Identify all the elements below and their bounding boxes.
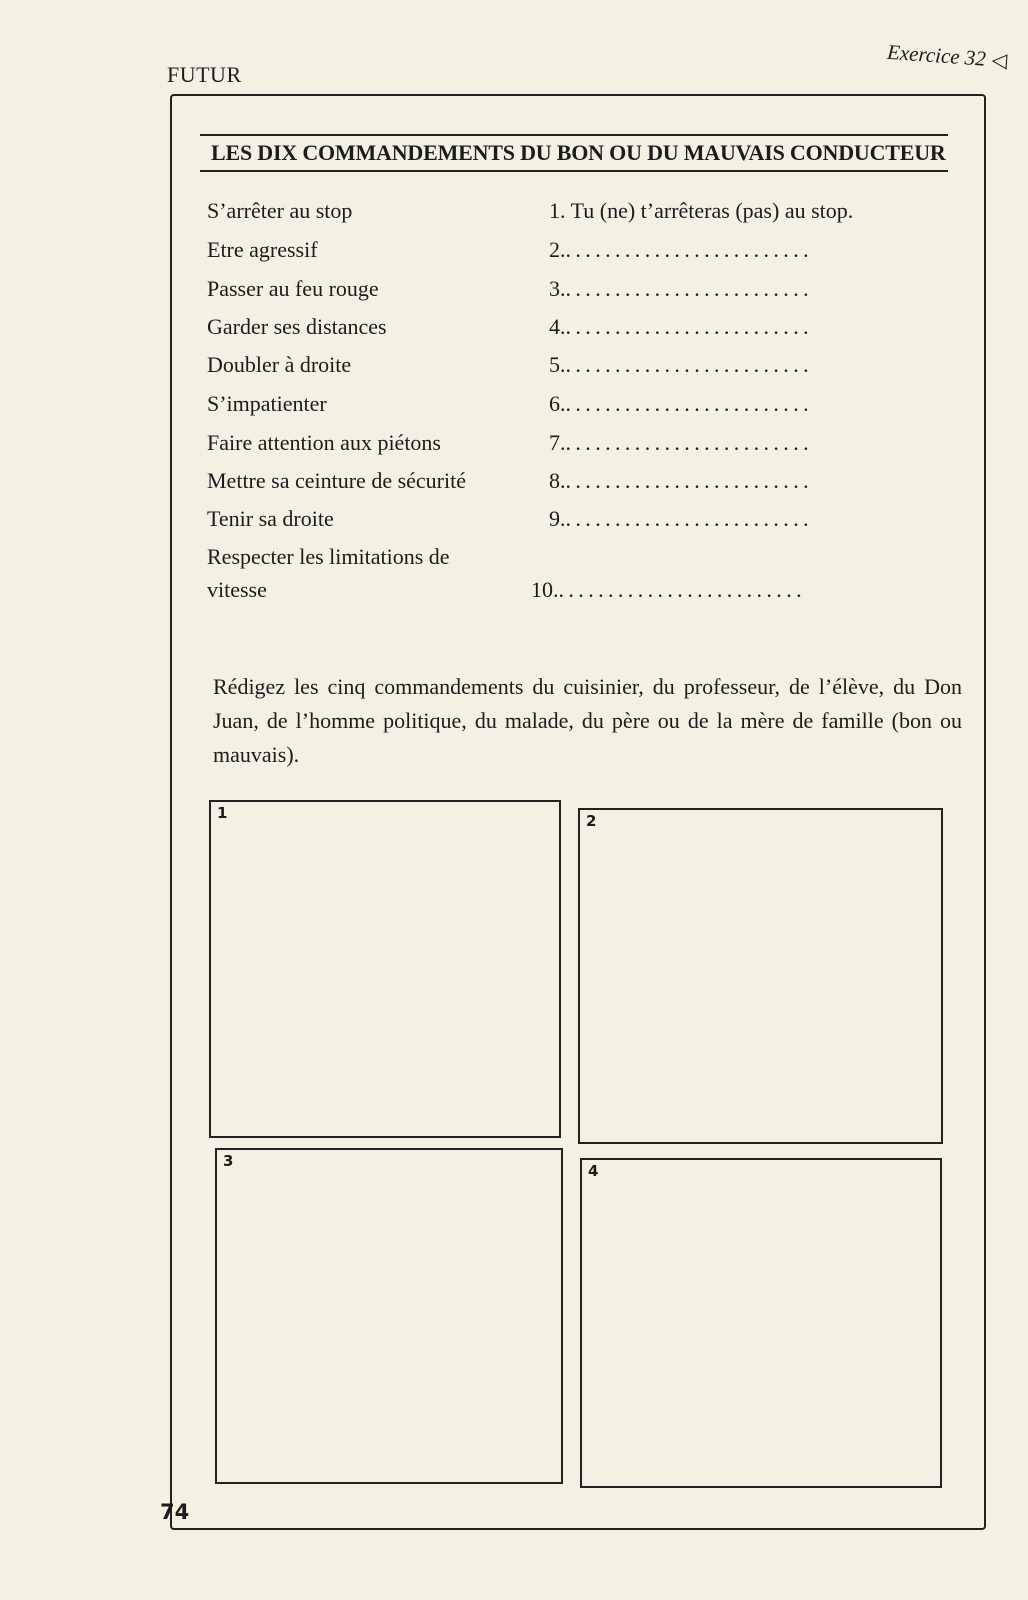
answer-line[interactable] [549,352,969,378]
page-number: 74 [160,1500,190,1524]
instructions: Rédigez les cinq commandements du cuisinier, du professeur, de l’élève, du Don Juan, de l’homme politique, du malade, du père ou de la mère de famille (bon ou mauvais). [213,674,962,767]
answer-line[interactable] [549,276,969,302]
writing-box-4[interactable] [580,1158,942,1488]
box-number: 2 [586,812,597,830]
exercise-label [886,40,1008,73]
infinitive: S’arrêter au stop [207,198,353,223]
dotted-answer-blank[interactable]: ......................... [565,237,813,262]
exercise-title: Exercice 32 [886,39,987,71]
dotted-answer-blank[interactable]: ......................... [565,391,813,416]
dotted-answer-blank[interactable]: ......................... [565,468,813,493]
answer-line[interactable] [549,506,969,532]
writing-box-2[interactable] [578,808,943,1144]
item-number: 10. [531,577,559,602]
item-number: 8. [549,468,566,493]
infinitive: Etre agressif [207,237,318,262]
infinitive: Faire attention aux piétons [207,430,441,455]
item-number: 3. [549,276,566,301]
dotted-answer-blank[interactable]: ......................... [565,352,813,377]
box-number: 1 [217,804,228,822]
item-number: 6. [549,391,566,416]
section-label: FUTUR [167,62,242,87]
dotted-answer-blank[interactable]: ......................... [565,430,813,455]
writing-box-3[interactable] [215,1148,563,1484]
writing-box-1[interactable] [209,800,561,1138]
item-number: 9. [549,506,566,531]
box-number: 4 [588,1162,599,1180]
item-number: 2. [549,237,566,262]
item-number: 5. [549,352,566,377]
infinitive: Mettre sa ceinture de sécurité [207,468,466,493]
infinitive: vitesse [207,577,267,602]
answer-line[interactable] [549,237,969,263]
infinitive: Doubler à droite [207,352,352,377]
title-rule-top [200,134,948,136]
infinitive: Garder ses distances [207,314,387,339]
item-number: 7. [549,430,566,455]
answer-line[interactable] [531,577,951,603]
box-number: 3 [223,1152,234,1170]
answer-line[interactable] [549,430,969,456]
dotted-answer-blank[interactable]: ......................... [565,276,813,301]
dotted-answer-blank[interactable]: ......................... [565,506,813,531]
answer-line [549,198,969,224]
dotted-answer-blank[interactable]: ......................... [558,577,806,602]
dotted-answer-blank[interactable]: ......................... [565,314,813,339]
item-number: 4. [549,314,566,339]
page-title: LES DIX COMMANDEMENTS DU BON OU DU MAUVAIS CONDUCTEUR [211,140,946,165]
infinitive: Passer au feu rouge [207,276,379,301]
answer-line[interactable] [549,391,969,417]
answer-line[interactable] [549,468,969,494]
triangle-left-icon: ◁ [991,49,1008,73]
infinitive: S’impatienter [207,391,327,416]
title-rule-bottom [200,170,948,172]
infinitive: Tenir sa droite [207,506,334,531]
item-number: 1. [549,198,566,223]
answer-line[interactable] [549,314,969,340]
infinitive: Respecter les limitations de [207,544,450,569]
example-answer: Tu (ne) t’arrêteras (pas) au stop. [565,198,854,223]
